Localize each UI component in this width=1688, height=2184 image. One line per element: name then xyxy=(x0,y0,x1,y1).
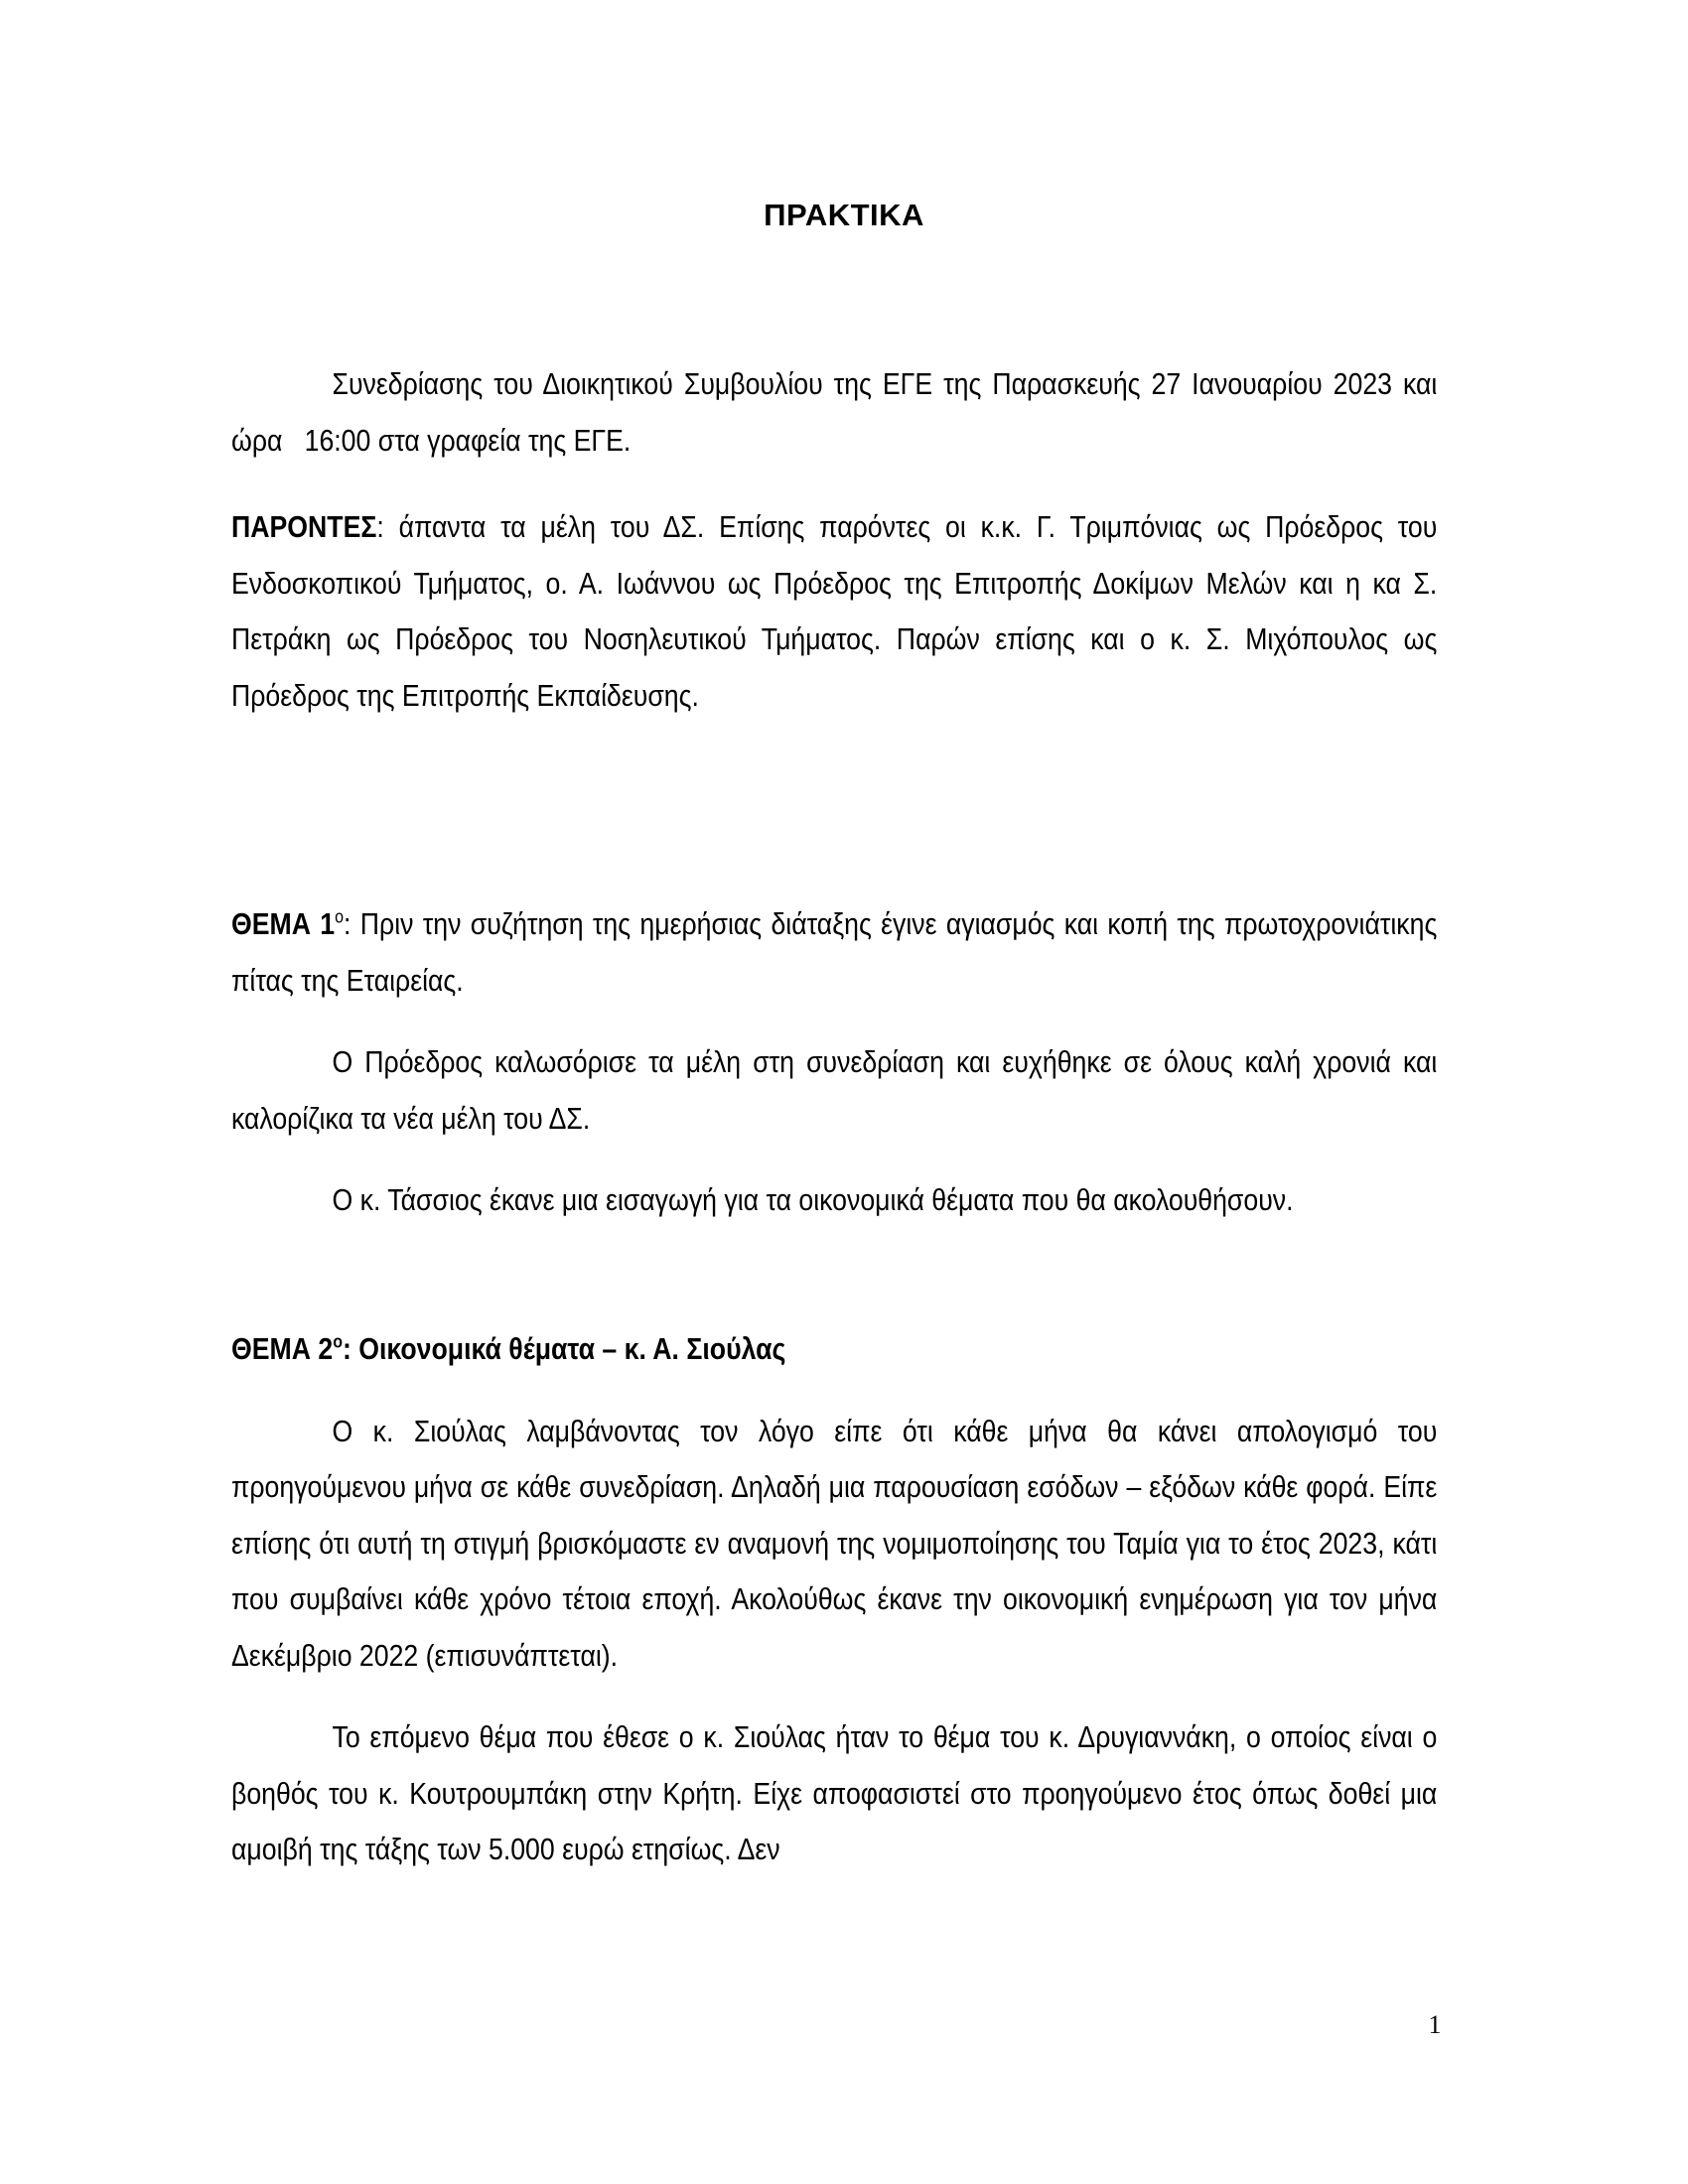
intro-paragraph: Συνεδρίασης του Διοικητικού Συμβουλίου της ΕΓΕ της Παρασκευής 27 Ιανουαρίου 2023 και ώρα 16:00 στα γραφεία της ΕΓΕ. xyxy=(231,366,1438,458)
attendees-text: : άπαντα τα μέλη του ΔΣ. Επίσης παρόντες οι κ.κ. Γ. Τριμπόνιας ως Πρόεδρος του Ενδοσκοπικού Τμήματος, ο. Α. Ιωάννου ως Πρόεδρος της Επιτροπής Δοκίμων Μελών και η κα Σ. Πετράκη ως Πρόεδρος του Νοσηλευτικού Τμήματος. Παρών επίσης και ο κ. Σ. Μιχόπουλος ως Πρόεδρος της Επιτροπής Εκπαίδευσης. xyxy=(231,509,1438,713)
attendees-label: ΠΑΡΟΝΤΕΣ xyxy=(231,509,377,544)
topic1-block xyxy=(231,896,1438,1229)
topic1-ordinal: ο xyxy=(335,905,345,927)
attendees-paragraph xyxy=(231,499,1437,724)
topic1-text: : Πριν την συζήτηση της ημερήσιας διάταξης έγινε αγιασμός και κοπή της πρωτοχρονιάτικης πίτας της Εταιρείας. xyxy=(231,906,1438,998)
intro-block xyxy=(231,356,1438,469)
topic2-block xyxy=(231,1321,1438,1878)
topic1-tassios-paragraph: Ο κ. Τάσσιος έκανε μια εισαγωγή για τα οικονομικά θέματα που θα ακολουθήσουν. xyxy=(332,1182,1294,1217)
page-number: 1 xyxy=(1428,2010,1442,2039)
topic1-paragraph xyxy=(231,896,1437,1009)
document-title: ΠΡΑΚΤΙΚΑ xyxy=(764,198,924,232)
topic2-drygiannakis-paragraph: Το επόμενο θέμα που έθεσε ο κ. Σιούλας ήταν το θέμα του κ. Δρυγιαννάκη, ο οποίος είναι ο βοηθός του κ. Κουτρουμπάκη στην Κρήτη. Είχε αποφασιστεί στο προηγούμενο έτος όπως δοθεί μια αμοιβή της τάξης των 5.000 ευρώ ετησίως. Δεν xyxy=(231,1719,1438,1866)
topic2-heading-text: : Οικονομικά θέματα – κ. Α. Σιούλας xyxy=(342,1331,786,1366)
topic2-heading xyxy=(231,1321,1437,1378)
topic2-financial-paragraph: Ο κ. Σιούλας λαμβάνοντας τον λόγο είπε ότι κάθε μήνα θα κάνει απολογισμό του προηγούμενου μήνα σε κάθε συνεδρίαση. Δηλαδή μια παρουσίαση εσόδων – εξόδων κάθε φορά. Είπε επίσης ότι αυτή τη στιγμή βρισκόμαστε εν αναμονή της νομιμοποίησης του Ταμία για το έτος 2023, κάτι που συμβαίνει κάθε χρόνο τέτοια εποχή. Ακολούθως έκανε την οικονομική ενημέρωση για τον μήνα Δεκέμβριο 2022 (επισυνάπτεται). xyxy=(231,1413,1438,1673)
topic2-label: ΘΕΜΑ 2 xyxy=(231,1331,334,1366)
topic2-ordinal: ο xyxy=(333,1330,343,1352)
topic1-welcome-paragraph: Ο Πρόεδρος καλωσόρισε τα μέλη στη συνεδρίαση και ευχήθηκε σε όλους καλή χρονιά και καλορίζικα τα νέα μέλη του ΔΣ. xyxy=(231,1044,1438,1136)
topic1-label: ΘΕΜΑ 1 xyxy=(231,906,336,941)
attendees-block xyxy=(231,499,1438,724)
